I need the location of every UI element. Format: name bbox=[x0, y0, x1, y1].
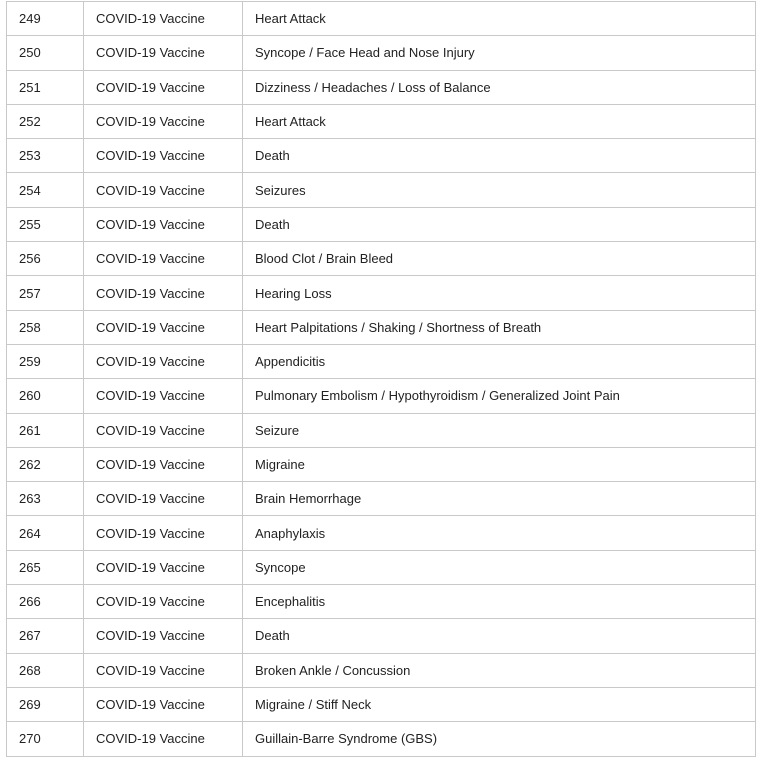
table-row bbox=[7, 310, 756, 344]
row-number-cell: 264 bbox=[7, 516, 84, 550]
table-row bbox=[7, 482, 756, 516]
product-cell: COVID-19 Vaccine bbox=[84, 379, 243, 413]
row-number-cell: 250 bbox=[7, 36, 84, 70]
product-cell: COVID-19 Vaccine bbox=[84, 36, 243, 70]
table-row bbox=[7, 619, 756, 653]
event-cell: Seizure bbox=[243, 413, 756, 447]
event-cell: Encephalitis bbox=[243, 585, 756, 619]
table-row bbox=[7, 36, 756, 70]
row-number-cell: 249 bbox=[7, 2, 84, 36]
product-cell: COVID-19 Vaccine bbox=[84, 482, 243, 516]
product-cell: COVID-19 Vaccine bbox=[84, 2, 243, 36]
product-cell: COVID-19 Vaccine bbox=[84, 550, 243, 584]
table-row bbox=[7, 550, 756, 584]
product-cell: COVID-19 Vaccine bbox=[84, 139, 243, 173]
product-cell: COVID-19 Vaccine bbox=[84, 242, 243, 276]
event-cell: Heart Attack bbox=[243, 2, 756, 36]
table-row bbox=[7, 344, 756, 378]
table-row bbox=[7, 447, 756, 481]
product-cell: COVID-19 Vaccine bbox=[84, 70, 243, 104]
product-cell: COVID-19 Vaccine bbox=[84, 585, 243, 619]
row-number-cell: 258 bbox=[7, 310, 84, 344]
table-row bbox=[7, 722, 756, 756]
product-cell: COVID-19 Vaccine bbox=[84, 344, 243, 378]
event-cell: Death bbox=[243, 619, 756, 653]
product-cell: COVID-19 Vaccine bbox=[84, 276, 243, 310]
row-number-cell: 270 bbox=[7, 722, 84, 756]
product-cell: COVID-19 Vaccine bbox=[84, 447, 243, 481]
event-cell: Hearing Loss bbox=[243, 276, 756, 310]
event-cell: Heart Attack bbox=[243, 104, 756, 138]
row-number-cell: 257 bbox=[7, 276, 84, 310]
product-cell: COVID-19 Vaccine bbox=[84, 310, 243, 344]
table-row bbox=[7, 379, 756, 413]
row-number-cell: 259 bbox=[7, 344, 84, 378]
product-cell: COVID-19 Vaccine bbox=[84, 722, 243, 756]
row-number-cell: 263 bbox=[7, 482, 84, 516]
table-row bbox=[7, 276, 756, 310]
event-cell: Migraine / Stiff Neck bbox=[243, 687, 756, 721]
event-cell: Broken Ankle / Concussion bbox=[243, 653, 756, 687]
event-cell: Blood Clot / Brain Bleed bbox=[243, 242, 756, 276]
table-row bbox=[7, 653, 756, 687]
table-row bbox=[7, 687, 756, 721]
product-cell: COVID-19 Vaccine bbox=[84, 173, 243, 207]
event-cell: Seizures bbox=[243, 173, 756, 207]
row-number-cell: 268 bbox=[7, 653, 84, 687]
table-body bbox=[7, 2, 756, 757]
table-row bbox=[7, 413, 756, 447]
row-number-cell: 267 bbox=[7, 619, 84, 653]
data-table bbox=[6, 1, 756, 757]
data-table-container bbox=[6, 1, 755, 757]
event-cell: Anaphylaxis bbox=[243, 516, 756, 550]
row-number-cell: 261 bbox=[7, 413, 84, 447]
product-cell: COVID-19 Vaccine bbox=[84, 516, 243, 550]
event-cell: Appendicitis bbox=[243, 344, 756, 378]
event-cell: Heart Palpitations / Shaking / Shortness of Breath bbox=[243, 310, 756, 344]
table-row bbox=[7, 2, 756, 36]
row-number-cell: 251 bbox=[7, 70, 84, 104]
product-cell: COVID-19 Vaccine bbox=[84, 687, 243, 721]
row-number-cell: 269 bbox=[7, 687, 84, 721]
event-cell: Syncope / Face Head and Nose Injury bbox=[243, 36, 756, 70]
row-number-cell: 262 bbox=[7, 447, 84, 481]
row-number-cell: 255 bbox=[7, 207, 84, 241]
row-number-cell: 260 bbox=[7, 379, 84, 413]
table-row bbox=[7, 139, 756, 173]
row-number-cell: 265 bbox=[7, 550, 84, 584]
table-row bbox=[7, 242, 756, 276]
event-cell: Death bbox=[243, 207, 756, 241]
table-row bbox=[7, 173, 756, 207]
table-row bbox=[7, 70, 756, 104]
product-cell: COVID-19 Vaccine bbox=[84, 104, 243, 138]
row-number-cell: 253 bbox=[7, 139, 84, 173]
event-cell: Syncope bbox=[243, 550, 756, 584]
event-cell: Guillain-Barre Syndrome (GBS) bbox=[243, 722, 756, 756]
product-cell: COVID-19 Vaccine bbox=[84, 207, 243, 241]
event-cell: Brain Hemorrhage bbox=[243, 482, 756, 516]
table-row bbox=[7, 104, 756, 138]
event-cell: Dizziness / Headaches / Loss of Balance bbox=[243, 70, 756, 104]
table-row bbox=[7, 207, 756, 241]
event-cell: Migraine bbox=[243, 447, 756, 481]
product-cell: COVID-19 Vaccine bbox=[84, 619, 243, 653]
row-number-cell: 266 bbox=[7, 585, 84, 619]
row-number-cell: 256 bbox=[7, 242, 84, 276]
row-number-cell: 252 bbox=[7, 104, 84, 138]
product-cell: COVID-19 Vaccine bbox=[84, 413, 243, 447]
row-number-cell: 254 bbox=[7, 173, 84, 207]
table-row bbox=[7, 585, 756, 619]
event-cell: Pulmonary Embolism / Hypothyroidism / Generalized Joint Pain bbox=[243, 379, 756, 413]
event-cell: Death bbox=[243, 139, 756, 173]
product-cell: COVID-19 Vaccine bbox=[84, 653, 243, 687]
table-row bbox=[7, 516, 756, 550]
